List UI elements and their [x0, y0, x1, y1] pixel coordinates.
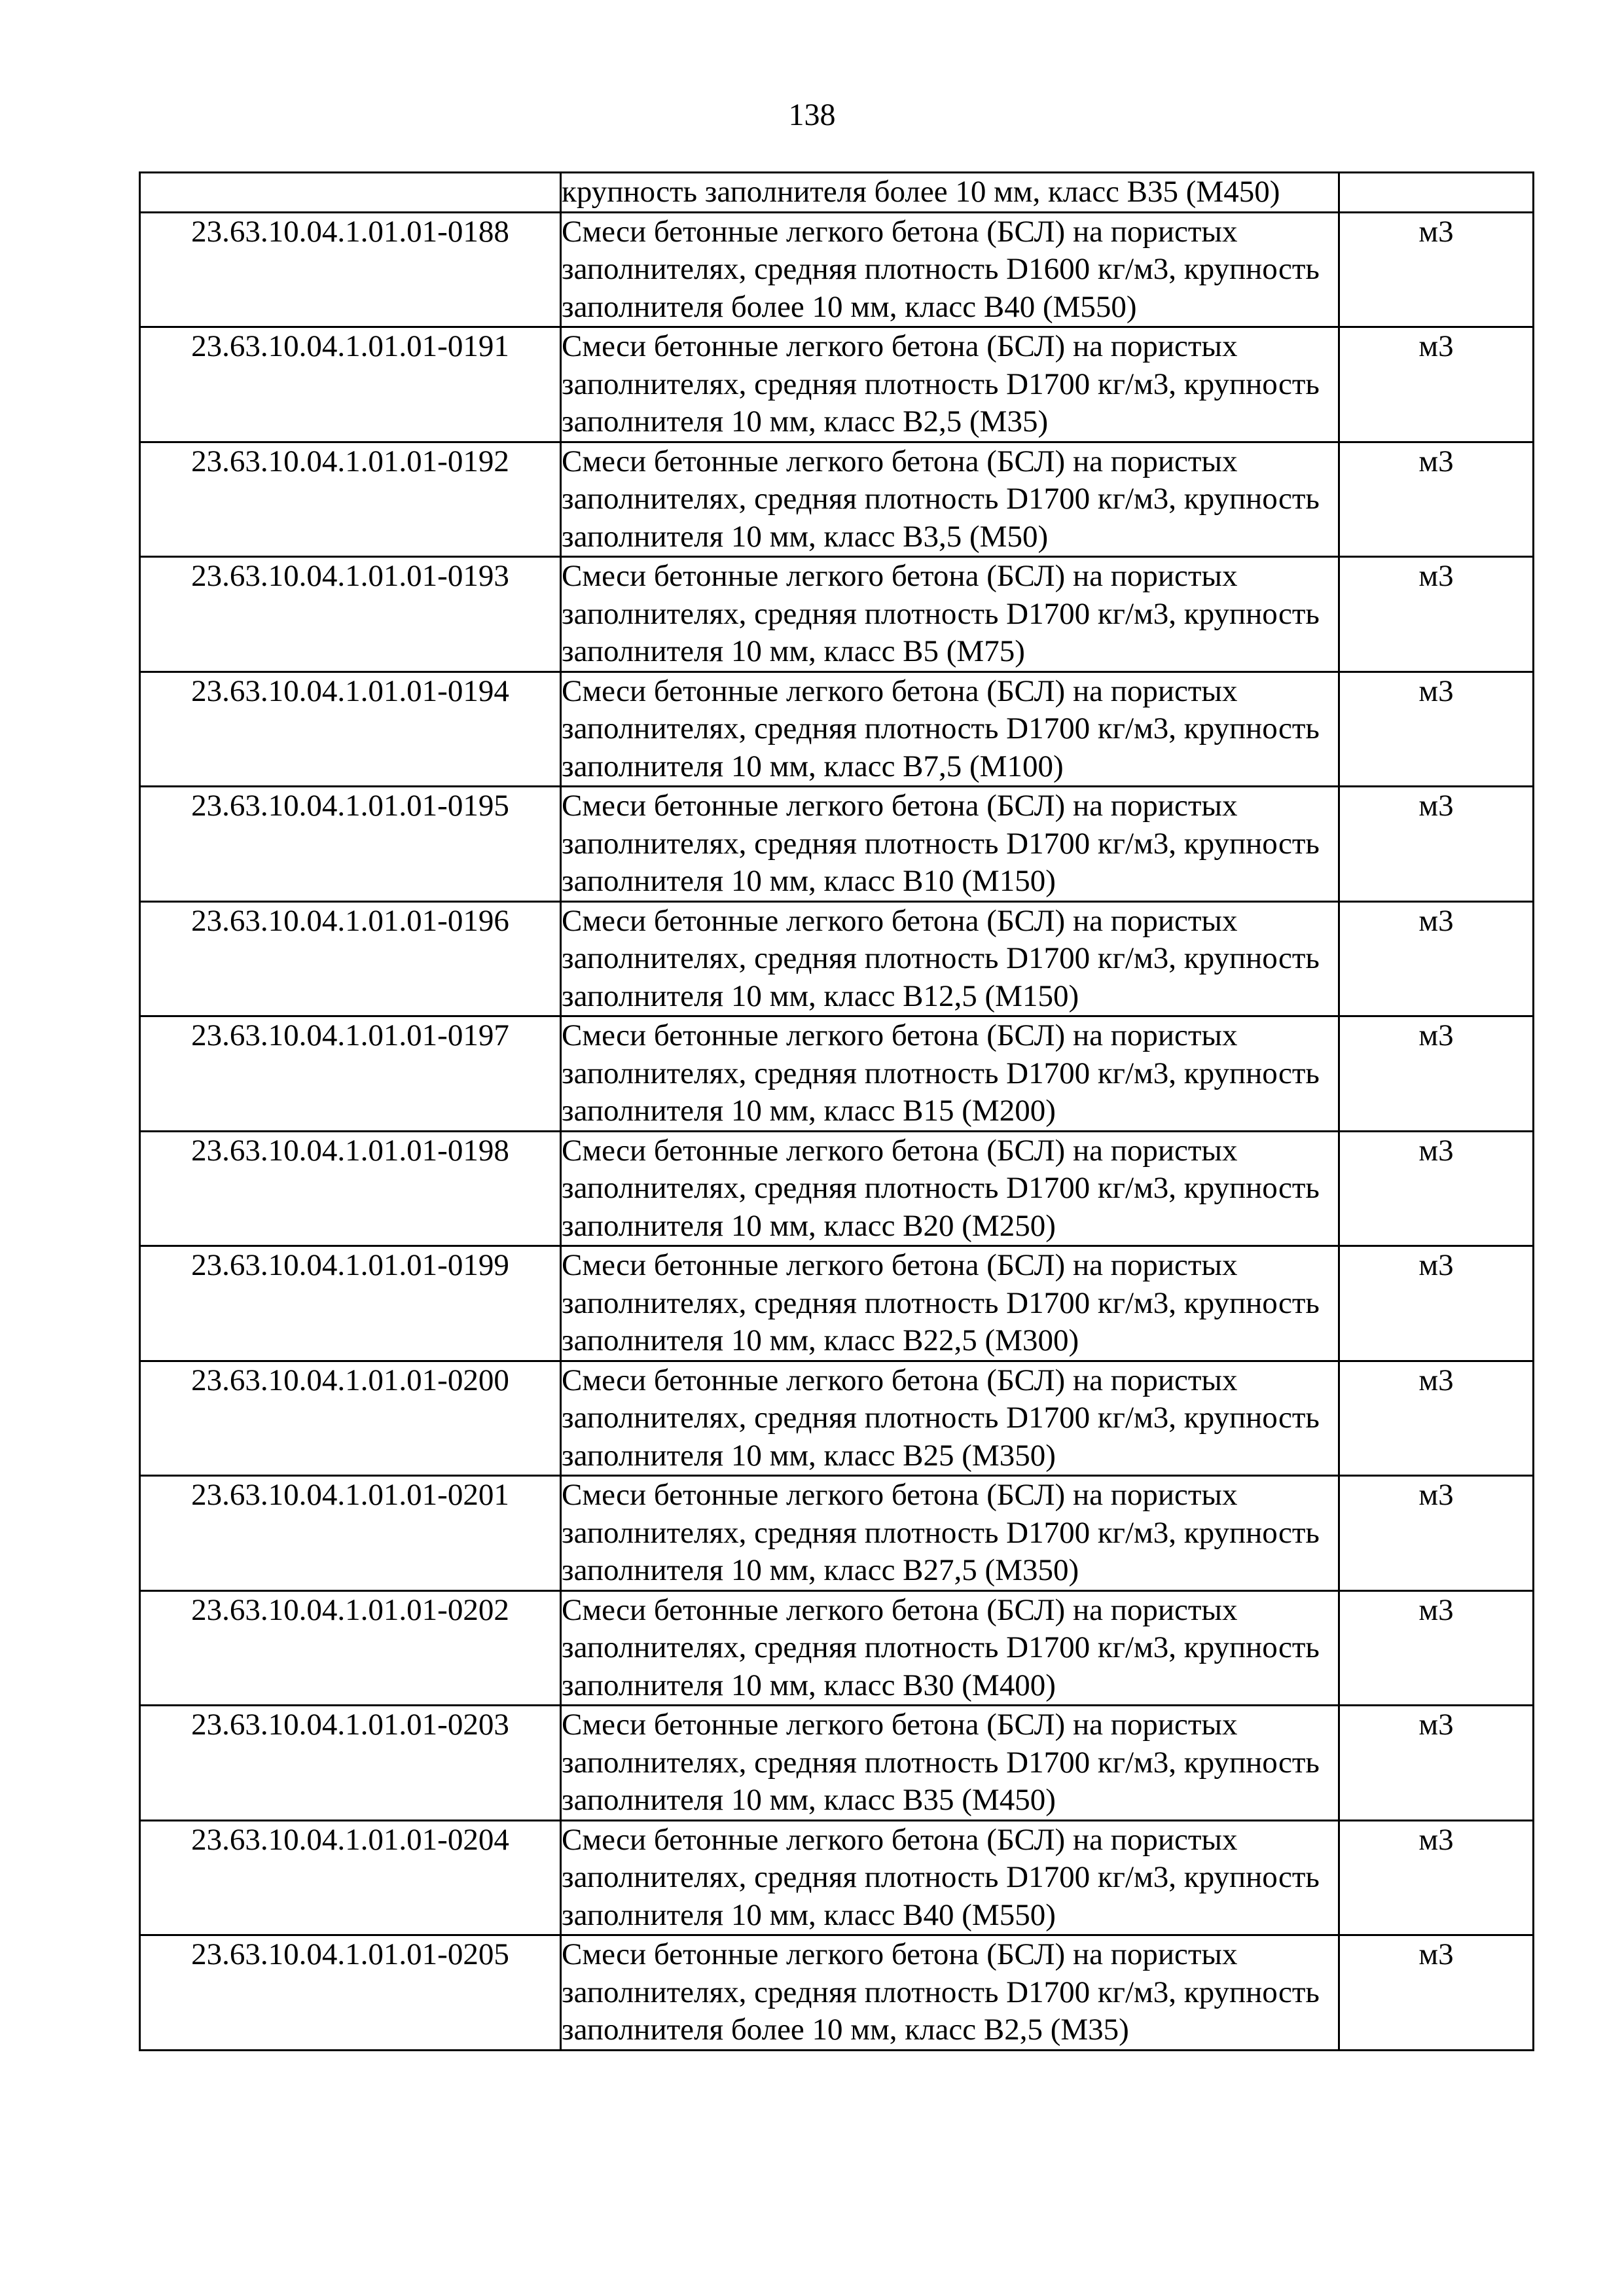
cell-unit: м3: [1339, 1476, 1534, 1591]
cell-unit: м3: [1339, 1820, 1534, 1935]
cell-description: Смеси бетонные легкого бетона (БСЛ) на пористых заполнителях, средняя плотность D1700 кг/м3, крупность заполнителя 10 мм, класс В20 (М250): [561, 1131, 1339, 1246]
cell-description: Смеси бетонные легкого бетона (БСЛ) на пористых заполнителях, средняя плотность D1700 кг/м3, крупность заполнителя 10 мм, класс В7,5 (М100): [561, 672, 1339, 787]
cell-code: 23.63.10.04.1.01.01-0201: [140, 1476, 561, 1591]
cell-code: 23.63.10.04.1.01.01-0204: [140, 1820, 561, 1935]
cell-description: Смеси бетонные легкого бетона (БСЛ) на пористых заполнителях, средняя плотность D1700 кг/м3, крупность заполнителя 10 мм, класс В12,5 (М150): [561, 901, 1339, 1016]
cell-code: 23.63.10.04.1.01.01-0198: [140, 1131, 561, 1246]
cell-description: Смеси бетонные легкого бетона (БСЛ) на пористых заполнителях, средняя плотность D1700 кг/м3, крупность заполнителя 10 мм, класс В35 (М450): [561, 1706, 1339, 1821]
cell-code: 23.63.10.04.1.01.01-0200: [140, 1361, 561, 1476]
cell-description: Смеси бетонные легкого бетона (БСЛ) на пористых заполнителях, средняя плотность D1700 кг/м3, крупность заполнителя 10 мм, класс В27,5 (М350): [561, 1476, 1339, 1591]
table-row: [140, 173, 1534, 213]
table-row: [140, 1706, 1534, 1821]
cell-description: Смеси бетонные легкого бетона (БСЛ) на пористых заполнителях, средняя плотность D1700 кг/м3, крупность заполнителя 10 мм, класс В2,5 (М35): [561, 327, 1339, 442]
cell-code: 23.63.10.04.1.01.01-0199: [140, 1246, 561, 1361]
cell-description: крупность заполнителя более 10 мм, класс В35 (М450): [561, 173, 1339, 213]
cell-unit: м3: [1339, 787, 1534, 902]
cell-description: Смеси бетонные легкого бетона (БСЛ) на пористых заполнителях, средняя плотность D1700 кг/м3, крупность заполнителя 10 мм, класс В25 (М350): [561, 1361, 1339, 1476]
cell-description: Смеси бетонные легкого бетона (БСЛ) на пористых заполнителях, средняя плотность D1700 кг/м3, крупность заполнителя 10 мм, класс В40 (М550): [561, 1820, 1339, 1935]
cell-description: Смеси бетонные легкого бетона (БСЛ) на пористых заполнителях, средняя плотность D1700 кг/м3, крупность заполнителя более 10 мм, класс В2,5 (М35): [561, 1935, 1339, 2051]
cell-unit: м3: [1339, 442, 1534, 557]
cell-unit: м3: [1339, 901, 1534, 1016]
cell-unit: м3: [1339, 327, 1534, 442]
cell-unit: м3: [1339, 1935, 1534, 2051]
cell-unit: м3: [1339, 557, 1534, 672]
table-row: [140, 787, 1534, 902]
cell-code: 23.63.10.04.1.01.01-0195: [140, 787, 561, 902]
cell-code: 23.63.10.04.1.01.01-0203: [140, 1706, 561, 1821]
cell-description: Смеси бетонные легкого бетона (БСЛ) на пористых заполнителях, средняя плотность D1700 кг/м3, крупность заполнителя 10 мм, класс В30 (М400): [561, 1590, 1339, 1706]
cell-unit: [1339, 173, 1534, 213]
cell-unit: м3: [1339, 1361, 1534, 1476]
cell-unit: м3: [1339, 1706, 1534, 1821]
cell-description: Смеси бетонные легкого бетона (БСЛ) на пористых заполнителях, средняя плотность D1700 кг/м3, крупность заполнителя 10 мм, класс В5 (М75): [561, 557, 1339, 672]
cell-unit: м3: [1339, 672, 1534, 787]
table-row: [140, 1246, 1534, 1361]
table-body: [140, 173, 1534, 2051]
cell-code: 23.63.10.04.1.01.01-0202: [140, 1590, 561, 1706]
cell-code: [140, 173, 561, 213]
table-row: [140, 1016, 1534, 1132]
cell-unit: м3: [1339, 1246, 1534, 1361]
table-row: [140, 672, 1534, 787]
cell-code: 23.63.10.04.1.01.01-0205: [140, 1935, 561, 2051]
cell-description: Смеси бетонные легкого бетона (БСЛ) на пористых заполнителях, средняя плотность D1600 кг/м3, крупность заполнителя более 10 мм, класс В40 (М550): [561, 212, 1339, 327]
cell-unit: м3: [1339, 1131, 1534, 1246]
cell-code: 23.63.10.04.1.01.01-0193: [140, 557, 561, 672]
cell-unit: м3: [1339, 1016, 1534, 1132]
cell-code: 23.63.10.04.1.01.01-0188: [140, 212, 561, 327]
table-row: [140, 1820, 1534, 1935]
cell-code: 23.63.10.04.1.01.01-0197: [140, 1016, 561, 1132]
table-row: [140, 1131, 1534, 1246]
table-row: [140, 1361, 1534, 1476]
cell-code: 23.63.10.04.1.01.01-0194: [140, 672, 561, 787]
table-row: [140, 1935, 1534, 2051]
table-row: [140, 1590, 1534, 1706]
cell-unit: м3: [1339, 212, 1534, 327]
cell-description: Смеси бетонные легкого бетона (БСЛ) на пористых заполнителях, средняя плотность D1700 кг/м3, крупность заполнителя 10 мм, класс В15 (М200): [561, 1016, 1339, 1132]
cell-code: 23.63.10.04.1.01.01-0196: [140, 901, 561, 1016]
table-row: [140, 442, 1534, 557]
materials-table: [139, 171, 1534, 2051]
table-row: [140, 1476, 1534, 1591]
table-row: [140, 212, 1534, 327]
cell-description: Смеси бетонные легкого бетона (БСЛ) на пористых заполнителях, средняя плотность D1700 кг/м3, крупность заполнителя 10 мм, класс В10 (М150): [561, 787, 1339, 902]
table-row: [140, 557, 1534, 672]
cell-code: 23.63.10.04.1.01.01-0192: [140, 442, 561, 557]
cell-unit: м3: [1339, 1590, 1534, 1706]
table-row: [140, 901, 1534, 1016]
cell-code: 23.63.10.04.1.01.01-0191: [140, 327, 561, 442]
page-number: 138: [788, 98, 836, 132]
cell-description: Смеси бетонные легкого бетона (БСЛ) на пористых заполнителях, средняя плотность D1700 кг/м3, крупность заполнителя 10 мм, класс В22,5 (М300): [561, 1246, 1339, 1361]
cell-description: Смеси бетонные легкого бетона (БСЛ) на пористых заполнителях, средняя плотность D1700 кг/м3, крупность заполнителя 10 мм, класс В3,5 (М50): [561, 442, 1339, 557]
table-row: [140, 327, 1534, 442]
